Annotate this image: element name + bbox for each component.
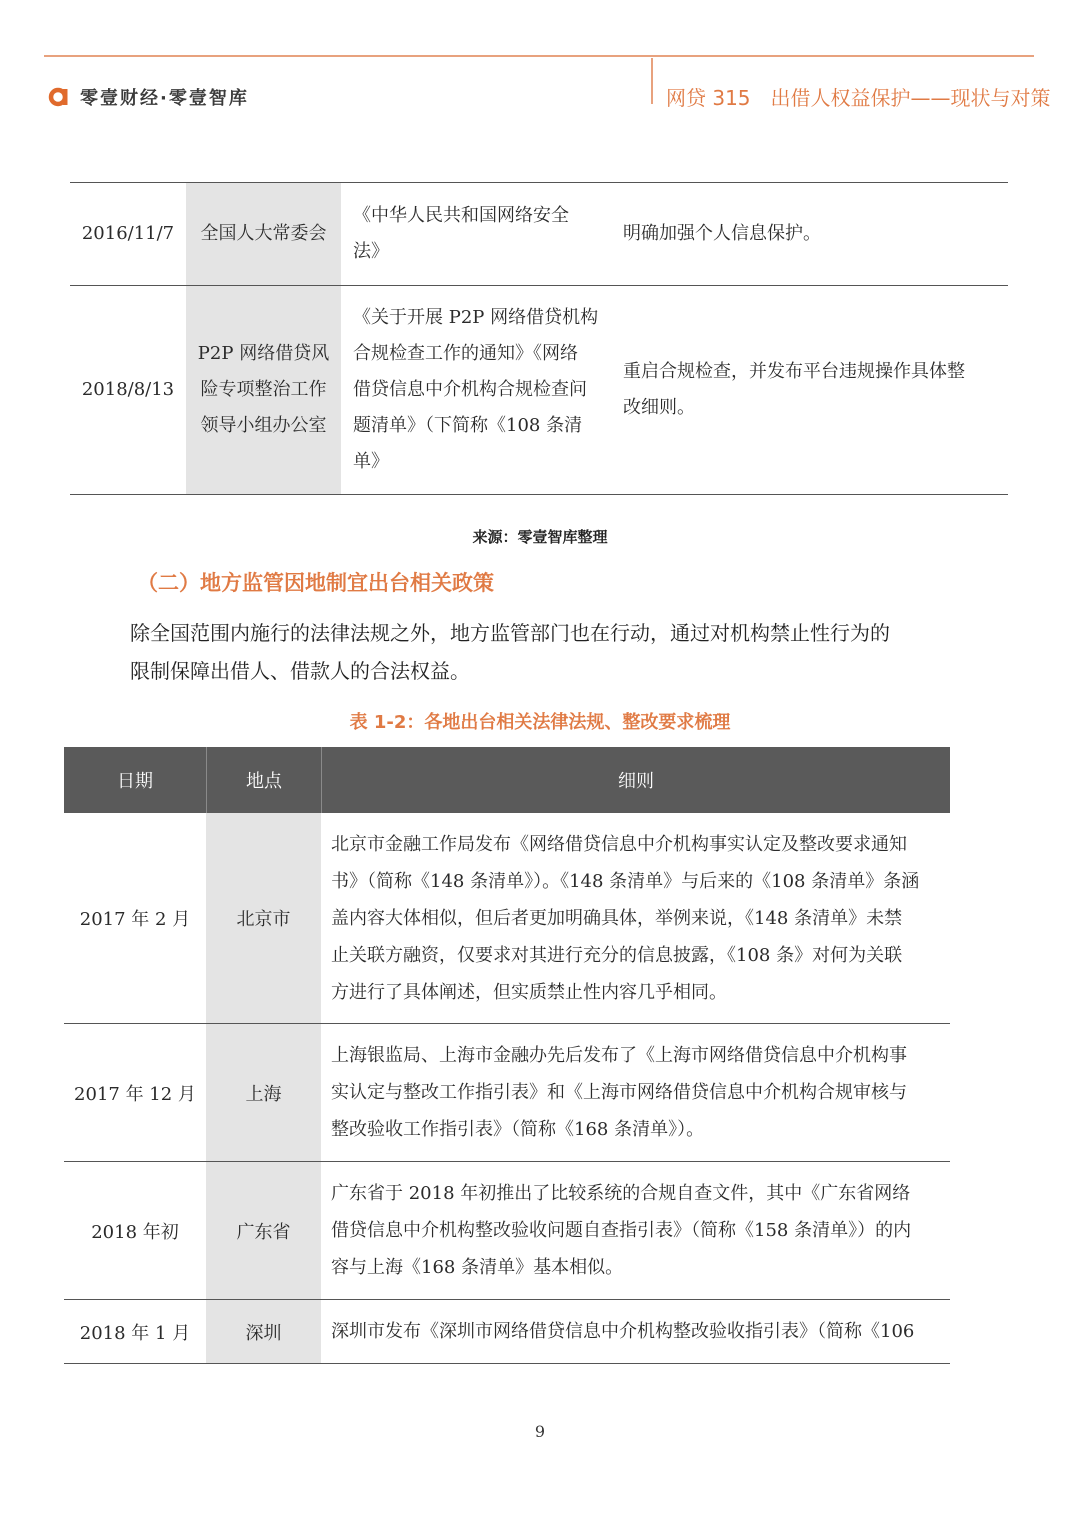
document-cell [341,286,611,494]
detail-cell [321,1300,950,1363]
header-place: 地点 [206,747,321,813]
table-row [64,1024,950,1162]
brand-name: 零壹财经·零壹智库 [80,88,249,109]
detail-text: 深圳市发布《深圳市网络借贷信息中介机构整改验收指引表》（简称《106 [331,1321,915,1342]
issuer-cell [186,183,341,285]
note-cell [611,183,1008,285]
detail-text: 上海银监局、上海市金融办先后发布了《上海市网络借贷信息中介机构事 实认定与整改工作指引表》和《上海市网络借贷信息中介机构合规审核与 整改验收工作指引表》（简称《168 条清单》）。 [331,1045,907,1140]
note-text: 明确加强个人信息保护。 [623,223,821,244]
detail-text: 北京市金融工作局发布《网络借贷信息中介机构事实认定及整改要求通知 书》（简称《148 条清单》）。《148 条清单》与后来的《108 条清单》条涵 盖内容大体相似，但后者更加明确具体，举例来说，《148 条清单》未禁 止关联方融资，仅要求对其进行充分的信息披露，《108 条》对何为关联 方进行了具体阐述，但实质禁止性内容几乎相同。 [331,833,920,1003]
detail-cell [321,1162,950,1299]
place-cell: 广东省 [206,1162,321,1299]
table-caption: 表 1-2：各地出台相关法律法规、整改要求梳理 [349,712,731,733]
issuer-text: P2P 网络借贷风 险专项整治工作 领导小组办公室 [197,343,330,436]
table-row [70,182,1008,285]
section-heading: （二）地方监管因地制宜出台相关政策 [137,571,494,595]
date-cell: 2017 年 12 月 [74,1083,196,1105]
brand-a-icon [48,85,70,107]
date-cell: 2018 年 1 月 [79,1322,191,1344]
table-row [64,1162,950,1300]
place-cell: 北京市 [206,813,321,1023]
table-source-note: 来源：零壹智库整理 [472,528,608,546]
detail-cell [321,1024,950,1161]
date-cell: 2018/8/13 [81,379,175,400]
document-text: 《中华人民共和国网络安全 法》 [353,205,569,262]
issuer-cell [186,286,341,494]
document-cell [341,183,611,285]
table-row [64,1300,950,1364]
document-text: 《关于开展 P2P 网络借贷机构 合规检查工作的通知》《网络 借贷信息中介机构合规检查问 题清单》（下简称《108 条清 单》 [353,307,599,472]
page-number: 9 [534,1422,546,1441]
policy-table-local [64,747,950,1364]
note-cell [611,286,1008,494]
place-cell: 上海 [206,1024,321,1161]
table-header [64,747,950,813]
place-cell: 深圳 [206,1300,321,1363]
date-cell: 2017 年 2 月 [79,909,191,930]
detail-text: 广东省于 2018 年初推出了比较系统的合规自查文件，其中《广东省网络 借贷信息中介机构整改验收问题自查指引表》（简称《158 条清单》）的内 容与上海《168 条清单》基本相似。 [331,1183,912,1278]
policy-table-national [70,182,1008,495]
issuer-text: 全国人大常委会 [200,223,327,244]
date-cell: 2016/11/7 [81,223,175,244]
date-cell: 2018 年初 [91,1221,179,1243]
header-date: 日期 [117,771,153,792]
header-top-rule [44,55,1034,57]
header-divider [651,58,653,104]
detail-cell [321,813,950,1023]
table-row [70,285,1008,495]
note-text: 重启合规检查，并发布平台违规操作具体整 改细则。 [623,361,965,418]
report-title: 网贷 315 出借人权益保护——现状与对策 [666,86,1051,110]
table-row [64,813,950,1024]
body-paragraph: 除全国范围内施行的法律法规之外，地方监管部门也在行动，通过对机构禁止性行为的 限制保障出借人、借款人的合法权益。 [130,621,890,683]
header-detail: 细则 [321,747,950,813]
